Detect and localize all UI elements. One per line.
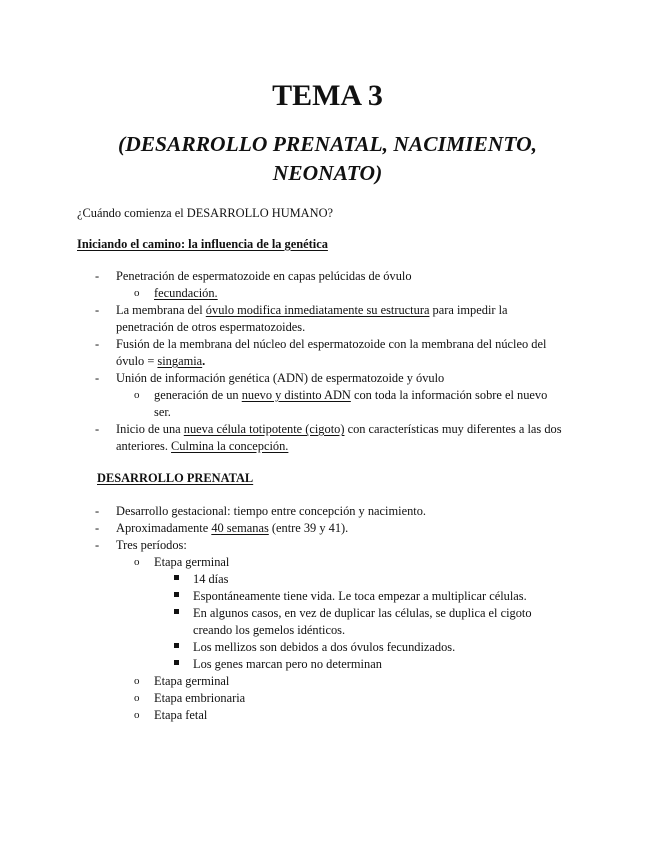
s2-stage-1-point-1: 14 días xyxy=(193,572,229,586)
s1-item-4: Unión de información genética (ADN) de espermatozoide y óvulo xyxy=(116,371,445,385)
bullet-dash: - xyxy=(95,504,100,518)
bullet-square xyxy=(174,592,179,597)
bullet-dash: - xyxy=(95,422,100,436)
s1-item-1-sub: fecundación. xyxy=(154,286,218,300)
s2-stage-3: Etapa embrionaria xyxy=(154,691,246,705)
s2-stage-1-point-2: Espontáneamente tiene vida. Le toca empezar a multiplicar células. xyxy=(193,589,527,603)
s1-item-5-underlined: nueva célula totipotente (cigoto) xyxy=(183,422,345,436)
s1-item-4-sub-line-2: ser. xyxy=(154,405,171,419)
bullet-circle: o xyxy=(134,287,140,299)
s2-item-2: Aproximadamente 40 semanas (entre 39 y 41). xyxy=(116,521,349,535)
section-1-heading: Iniciando el camino: la influencia de la genética xyxy=(77,237,328,251)
s1-item-5-line-2-underlined: Culmina la concepción. xyxy=(171,439,289,453)
subtitle-line-2: NEONATO) xyxy=(272,161,383,185)
s1-item-4-sub: generación de un nuevo y distinto ADN con toda la información sobre el nuevo xyxy=(154,388,548,402)
s1-item-3-underlined: singamia xyxy=(157,354,203,368)
s2-stage-2: Etapa germinal xyxy=(154,674,230,688)
bullet-dash: - xyxy=(95,269,100,283)
s1-item-3-line-2: óvulo = singamia. xyxy=(116,354,206,368)
bullet-dash: - xyxy=(95,303,100,317)
s2-stage-4: Etapa fetal xyxy=(154,708,208,722)
s2-stage-1-point-4: Los mellizos son debidos a dos óvulos fecundizados. xyxy=(193,640,456,654)
bullet-square xyxy=(174,660,179,665)
section-2-heading: DESARROLLO PRENATAL xyxy=(97,471,254,485)
bullet-circle: o xyxy=(134,556,140,568)
s2-stage-1-point-5: Los genes marcan pero no determinan xyxy=(193,657,382,671)
s2-stage-1-point-3-line-2: creando los gemelos idénticos. xyxy=(193,623,346,637)
s1-item-4-sub-underlined: nuevo y distinto ADN xyxy=(241,388,351,402)
page-subtitle xyxy=(60,130,595,188)
intro-question: ¿Cuándo comienza el DESARROLLO HUMANO? xyxy=(77,206,334,220)
bullet-square xyxy=(174,609,179,614)
s1-item-2-underlined: óvulo modifica inmediatamente su estructura xyxy=(205,303,430,317)
s2-stage-1: Etapa germinal xyxy=(154,555,230,569)
bullet-dash: - xyxy=(95,371,100,385)
page-title: TEMA 3 xyxy=(272,79,383,112)
bullet-square xyxy=(174,643,179,648)
s1-item-5: Inicio de una nueva célula totipotente (cigoto) con características muy diferentes a las dos xyxy=(116,422,562,436)
bullet-circle: o xyxy=(134,675,140,687)
s1-item-5-line-2: anteriores. Culmina la concepción. xyxy=(116,439,289,453)
s1-item-1: Penetración de espermatozoide en capas pelúcidas de óvulo xyxy=(116,269,412,283)
bullet-square xyxy=(174,575,179,580)
s1-item-3: Fusión de la membrana del núcleo del espermatozoide con la membrana del núcleo del xyxy=(116,337,547,351)
bullet-dash: - xyxy=(95,521,100,535)
bullet-circle: o xyxy=(134,389,140,401)
bullet-circle: o xyxy=(134,709,140,721)
subtitle-line-1: (DESARROLLO PRENATAL, NACIMIENTO, xyxy=(118,132,537,156)
s1-item-2: La membrana del óvulo modifica inmediatamente su estructura para impedir la xyxy=(116,303,508,317)
s2-item-3: Tres períodos: xyxy=(116,538,187,552)
s2-stage-1-point-3: En algunos casos, en vez de duplicar las células, se duplica el cigoto xyxy=(193,606,532,620)
bullet-circle: o xyxy=(134,692,140,704)
s2-item-2-underlined: 40 semanas xyxy=(211,521,269,535)
s1-item-2-line-2: penetración de otros espermatozoides. xyxy=(116,320,306,334)
bullet-dash: - xyxy=(95,538,100,552)
bullet-dash: - xyxy=(95,337,100,351)
s2-item-1: Desarrollo gestacional: tiempo entre concepción y nacimiento. xyxy=(116,504,426,518)
